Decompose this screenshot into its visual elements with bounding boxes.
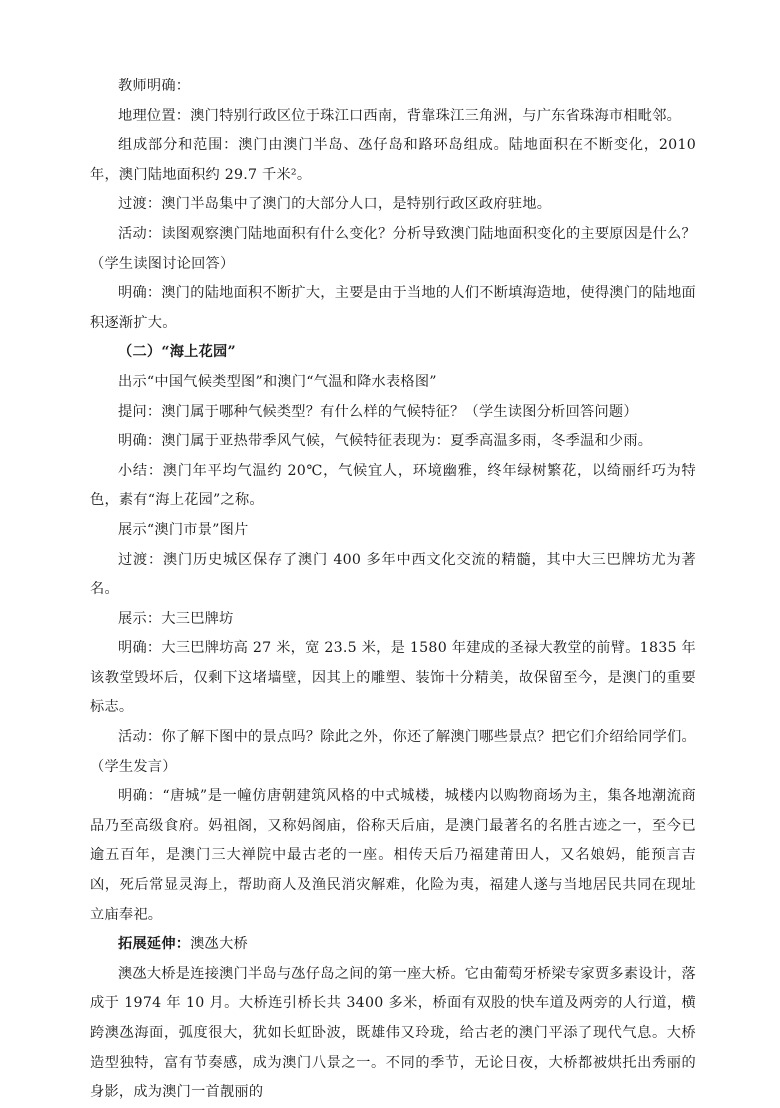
document-page (90, 72, 696, 1108)
paragraph-bridge: 澳氹大桥是连接澳门半岛与氹仔岛之间的第一座大桥。它由葡萄牙桥梁专家贾多素设计，落成于 1974 年 10 月。大桥连引桥长共 3400 多米，桥面有双股的快车道及两旁的人行道，横跨澳氹海面，弧度很大，犹如长虹卧波，既雄伟又玲珑，给古老的澳门平添了现代气息。大桥造型独特，富有节奏感，成为澳门八景之一。不同的季节，无论日夜，大桥都被烘托出秀丽的身影，成为澳门一首靓丽的 (90, 965, 696, 1101)
paragraph-show-city-pictures: 展示“澳门市景”图片 (118, 521, 249, 538)
paragraph-activity-2: 活动：你了解下图中的景点吗？除此之外，你还了解澳门哪些景点？把它们介绍给同学们。（学生发言） (90, 729, 696, 775)
paragraph-transition-1: 过渡：澳门半岛集中了澳门的大部分人口，是特别行政区政府驻地。 (118, 196, 552, 213)
paragraph-location: 地理位置：澳门特别行政区位于珠江口西南，背靠珠江三角洲，与广东省珠海市相毗邻。 (118, 107, 682, 124)
extension-label: 拓展延伸： (118, 936, 191, 953)
paragraph-show-maps: 出示“中国气候类型图”和澳门“气温和降水表格图” (118, 373, 437, 390)
paragraph-clarify-3: 明确：大三巴牌坊高 27 米，宽 23.5 米，是 1580 年建成的圣禄大教堂的前臂。1835 年该教堂毁坏后，仅剩下这堵墙壁，因其上的雕塑、装饰十分精美，故保留至今，是澳门的重要标志。 (90, 640, 696, 716)
paragraph-composition: 组成部分和范围：澳门由澳门半岛、氹仔岛和路环岛组成。陆地面积在不断变化，2010 年，澳门陆地面积约 29.7 千米²。 (90, 137, 696, 183)
paragraph-extension (90, 930, 696, 960)
paragraph-transition-2: 过渡：澳门历史城区保存了澳门 400 多年中西文化交流的精髓，其中大三巴牌坊尤为著名。 (90, 551, 696, 598)
paragraph-question: 提问：澳门属于哪种气候类型？有什么样的气候特征？（学生读图分析回答问题） (118, 403, 638, 420)
extension-title: 澳氹大桥 (190, 936, 248, 953)
paragraph-clarify-4: 明确：“唐城”是一幢仿唐朝建筑风格的中式城楼，城楼内以购物商场为主，集各地潮流商品乃至高级食府。妈祖阁，又称妈阁庙，俗称天后庙，是澳门最著名的名胜古迹之一，至今已逾五百年，是澳门三大禅院中最古老的一座。相传天后乃福建莆田人，又名娘妈，能预言吉凶，死后常显灵海上，帮助商人及渔民消灾解难，化险为夷，福建人遂与当地居民共同在现址立庙奉祀。 (90, 788, 696, 923)
paragraph-clarify-2: 明确：澳门属于亚热带季风气候，气候特征表现为：夏季高温多雨，冬季温和少雨。 (118, 433, 653, 450)
paragraph-show-ruins: 展示：大三巴牌坊 (118, 610, 234, 627)
paragraph-activity-1: 活动：读图观察澳门陆地面积有什么变化？分析导致澳门陆地面积变化的主要原因是什么？（学生读图讨论回答） (90, 225, 696, 272)
paragraph-teacher-clarify: 教师明确： (118, 78, 191, 94)
section-heading-sea-garden: （二）“海上花园” (118, 344, 236, 361)
paragraph-summary: 小结：澳门年平均气温约 20℃，气候宜人，环境幽雅，终年绿树繁花，以绮丽纤巧为特色，素有“海上花园”之称。 (90, 462, 696, 509)
paragraph-clarify-1: 明确：澳门的陆地面积不断扩大，主要是由于当地的人们不断填海造地，使得澳门的陆地面积逐渐扩大。 (90, 285, 696, 331)
